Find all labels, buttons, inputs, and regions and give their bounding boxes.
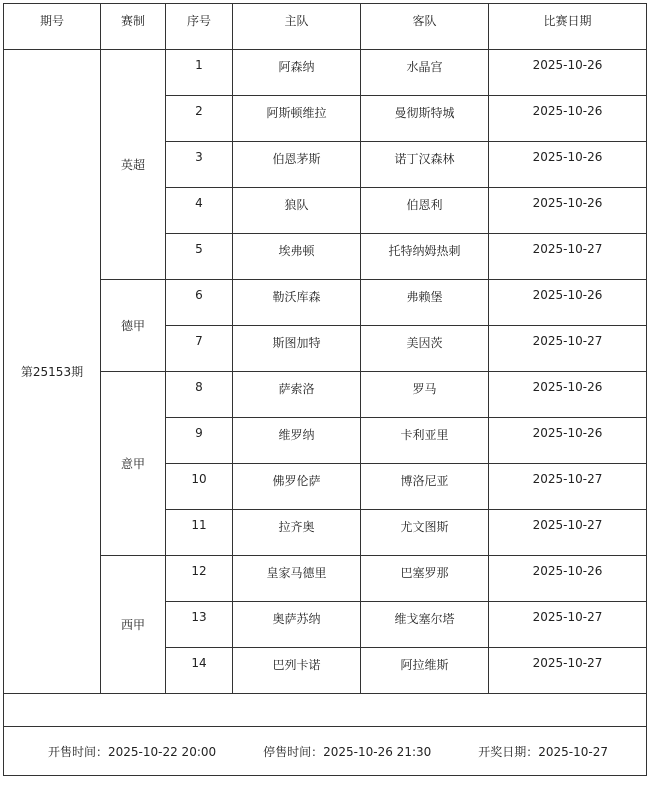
home-team: 伯恩茅斯 <box>233 142 361 188</box>
home-team: 佛罗伦萨 <box>233 464 361 510</box>
league-cell: 德甲 <box>101 280 166 372</box>
footer-cell <box>4 727 647 776</box>
match-no: 13 <box>166 602 233 648</box>
match-date: 2025-10-26 <box>489 50 647 96</box>
match-no: 3 <box>166 142 233 188</box>
league-cell: 西甲 <box>101 556 166 694</box>
away-team: 尤文图斯 <box>361 510 489 556</box>
match-no: 12 <box>166 556 233 602</box>
away-team: 伯恩利 <box>361 188 489 234</box>
home-team: 阿斯顿维拉 <box>233 96 361 142</box>
match-no: 7 <box>166 326 233 372</box>
away-team: 维戈塞尔塔 <box>361 602 489 648</box>
match-date: 2025-10-27 <box>489 326 647 372</box>
away-team: 弗赖堡 <box>361 280 489 326</box>
match-no: 11 <box>166 510 233 556</box>
home-team: 皇家马德里 <box>233 556 361 602</box>
match-date: 2025-10-26 <box>489 188 647 234</box>
header-away: 客队 <box>361 4 489 50</box>
match-no: 2 <box>166 96 233 142</box>
match-date: 2025-10-27 <box>489 602 647 648</box>
footer-line <box>4 743 646 760</box>
league-cell: 英超 <box>101 50 166 280</box>
home-team: 拉齐奥 <box>233 510 361 556</box>
table-row <box>4 556 647 602</box>
home-team: 维罗纳 <box>233 418 361 464</box>
period-cell: 第25153期 <box>4 50 101 694</box>
away-team: 托特纳姆热刺 <box>361 234 489 280</box>
table-row <box>4 50 647 96</box>
match-date: 2025-10-27 <box>489 464 647 510</box>
match-date: 2025-10-26 <box>489 372 647 418</box>
away-team: 卡利亚里 <box>361 418 489 464</box>
away-team: 阿拉维斯 <box>361 648 489 694</box>
header-period: 期号 <box>4 4 101 50</box>
away-team: 罗马 <box>361 372 489 418</box>
match-no: 5 <box>166 234 233 280</box>
match-no: 10 <box>166 464 233 510</box>
match-date: 2025-10-26 <box>489 142 647 188</box>
footer-row <box>4 727 647 776</box>
away-team: 博洛尼亚 <box>361 464 489 510</box>
header-home: 主队 <box>233 4 361 50</box>
home-team: 巴列卡诺 <box>233 648 361 694</box>
home-team: 斯图加特 <box>233 326 361 372</box>
sale-start-time: 开售时间：2025-10-22 20:00 <box>48 744 217 759</box>
match-date: 2025-10-27 <box>489 510 647 556</box>
match-no: 9 <box>166 418 233 464</box>
match-no: 8 <box>166 372 233 418</box>
blank-cell <box>4 694 647 727</box>
table-header-row <box>4 4 647 50</box>
sale-stop-time: 停售时间：2025-10-26 21:30 <box>263 744 432 759</box>
table-row <box>4 372 647 418</box>
away-team: 美因茨 <box>361 326 489 372</box>
league-cell: 意甲 <box>101 372 166 556</box>
home-team: 萨索洛 <box>233 372 361 418</box>
match-date: 2025-10-26 <box>489 280 647 326</box>
match-date: 2025-10-27 <box>489 234 647 280</box>
header-index: 序号 <box>166 4 233 50</box>
match-schedule-table <box>3 3 647 776</box>
home-team: 阿森纳 <box>233 50 361 96</box>
away-team: 巴塞罗那 <box>361 556 489 602</box>
home-team: 狼队 <box>233 188 361 234</box>
table-row <box>4 280 647 326</box>
header-date: 比赛日期 <box>489 4 647 50</box>
match-no: 6 <box>166 280 233 326</box>
match-no: 14 <box>166 648 233 694</box>
match-date: 2025-10-26 <box>489 418 647 464</box>
home-team: 勒沃库森 <box>233 280 361 326</box>
match-date: 2025-10-26 <box>489 556 647 602</box>
draw-date: 开奖日期：2025-10-27 <box>478 744 608 759</box>
away-team: 水晶宫 <box>361 50 489 96</box>
match-no: 1 <box>166 50 233 96</box>
home-team: 埃弗顿 <box>233 234 361 280</box>
match-date: 2025-10-26 <box>489 96 647 142</box>
home-team: 奥萨苏纳 <box>233 602 361 648</box>
header-league: 赛制 <box>101 4 166 50</box>
match-no: 4 <box>166 188 233 234</box>
match-date: 2025-10-27 <box>489 648 647 694</box>
away-team: 诺丁汉森林 <box>361 142 489 188</box>
blank-row <box>4 694 647 727</box>
away-team: 曼彻斯特城 <box>361 96 489 142</box>
